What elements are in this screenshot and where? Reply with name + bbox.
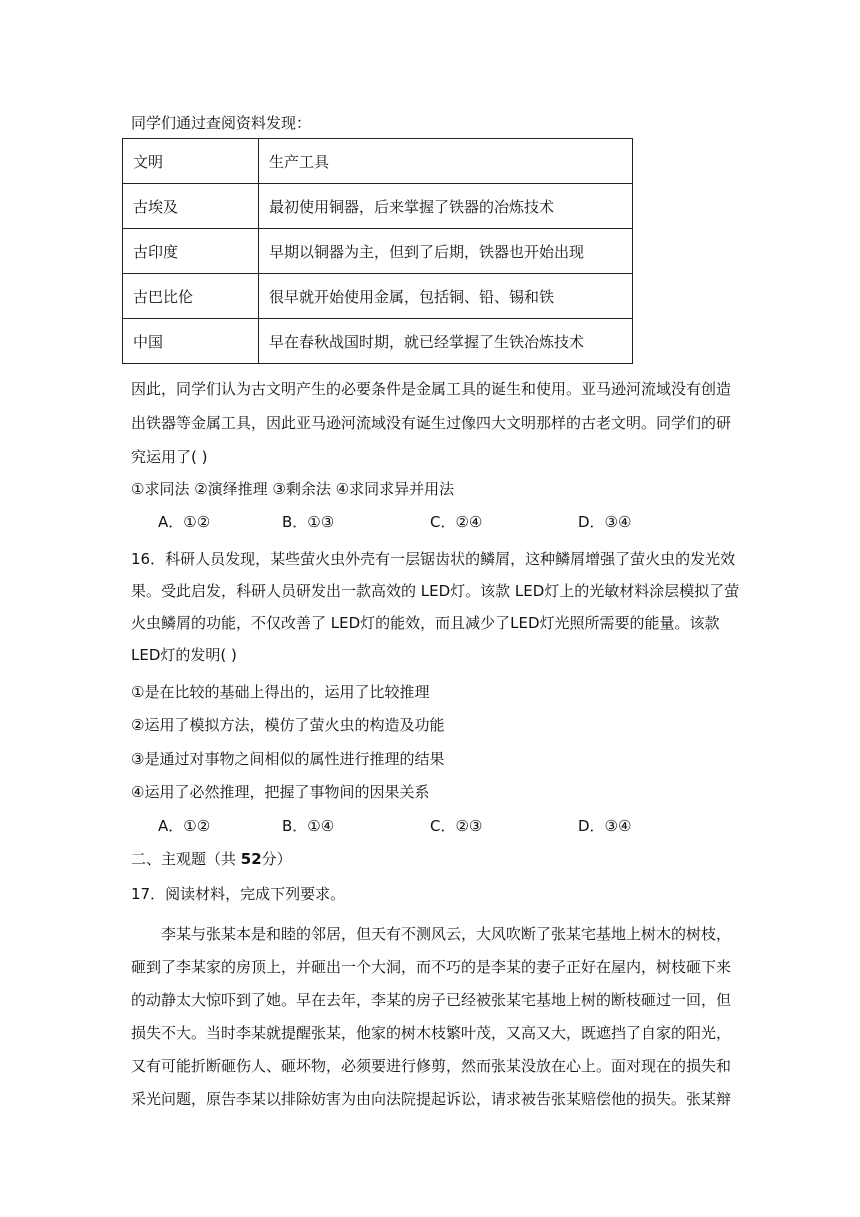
option-a: A．①② (158, 817, 211, 835)
option-a: A．①② (158, 513, 211, 531)
table-cell: 早在春秋战国时期，就已经掌握了生铁冶炼技术 (259, 319, 633, 364)
q15-line: 究运用了( ) (131, 448, 208, 466)
table-cell: 很早就开始使用金属，包括铜、铅、锡和铁 (259, 274, 633, 319)
option-b: B．①③ (282, 513, 335, 531)
option-d: D．③④ (578, 513, 632, 531)
q17-line: 又有可能折断砸伤人、砸坏物，必须要进行修剪，然而张某没放在心上。面对现在的损失和 (131, 1057, 732, 1075)
table-header-cell: 生产工具 (259, 139, 633, 184)
civilization-tools-table (122, 138, 633, 364)
table-cell: 古巴比伦 (123, 274, 259, 319)
q16-statement: ③是通过对事物之间相似的属性进行推理的结果 (131, 750, 445, 768)
table-header-row (123, 139, 633, 184)
q16-line: 果。受此启发，科研人员研发出一款高效的 LED灯。该款 LED灯上的光敏材料涂层模拟了萤 (131, 582, 740, 600)
q16-statement: ②运用了模拟方法，模仿了萤火虫的构造及功能 (131, 716, 445, 734)
table-row (123, 184, 633, 229)
table-cell: 中国 (123, 319, 259, 364)
q15-line: 因此，同学们认为古文明产生的必要条件是金属工具的诞生和使用。亚马逊河流域没有创造 (131, 380, 732, 398)
table-row (123, 274, 633, 319)
section-heading (131, 848, 292, 870)
option-b: B．①④ (282, 817, 335, 835)
intro-text: 同学们通过查阅资料发现： (131, 114, 312, 132)
q17-line: 的动静太大惊吓到了她。早在去年，李某的房子已经被张某宅基地上树的断枝砸过一回，但 (131, 991, 732, 1009)
q16-line: 16．科研人员发现，某些萤火虫外壳有一层锯齿状的鳞屑，这种鳞屑增强了萤火虫的发光效 (131, 550, 736, 568)
q17-line: 李某与张某本是和睦的邻居，但天有不测风云，大风吹断了张某宅基地上树木的树枝， (131, 925, 732, 943)
q17-line: 采光问题，原告李某以排除妨害为由向法院提起诉讼，请求被告张某赔偿他的损失。张某辩 (131, 1090, 732, 1108)
option-d: D．③④ (578, 817, 632, 835)
table-cell: 古印度 (123, 229, 259, 274)
section-heading-suffix: 分） (261, 850, 292, 868)
section-score: 52 (240, 850, 262, 868)
option-c: C．②③ (430, 817, 483, 835)
q16-statement: ①是在比较的基础上得出的，运用了比较推理 (131, 683, 430, 701)
table-row (123, 319, 633, 364)
q15-statements: ①求同法 ②演绎推理 ③剩余法 ④求同求异并用法 (131, 480, 455, 498)
table-cell: 早期以铜器为主，但到了后期，铁器也开始出现 (259, 229, 633, 274)
q17-line: 砸到了李某家的房顶上，并砸出一个大洞，而不巧的是李某的妻子正好在屋内，树枝砸下来 (131, 958, 732, 976)
table-cell: 最初使用铜器，后来掌握了铁器的冶炼技术 (259, 184, 633, 229)
q16-line: LED灯的发明( ) (131, 646, 237, 664)
q16-statement: ④运用了必然推理，把握了事物间的因果关系 (131, 783, 430, 801)
q15-line: 出铁器等金属工具，因此亚马逊河流域没有诞生过像四大文明那样的古老文明。同学们的研 (131, 414, 732, 432)
q17-line: 损失不大。当时李某就提醒张某，他家的树木枝繁叶茂，又高又大，既遮挡了自家的阳光， (131, 1024, 732, 1042)
table-header-cell: 文明 (123, 139, 259, 184)
table-row (123, 229, 633, 274)
section-heading-prefix: 二、主观题（共 (131, 850, 241, 868)
option-c: C．②④ (430, 513, 483, 531)
q17-title: 17．阅读材料，完成下列要求。 (131, 885, 346, 903)
q16-line: 火虫鳞屑的功能，不仅改善了 LED灯的能效，而且减少了LED灯光照所需要的能量。该款 (131, 614, 720, 632)
table-cell: 古埃及 (123, 184, 259, 229)
